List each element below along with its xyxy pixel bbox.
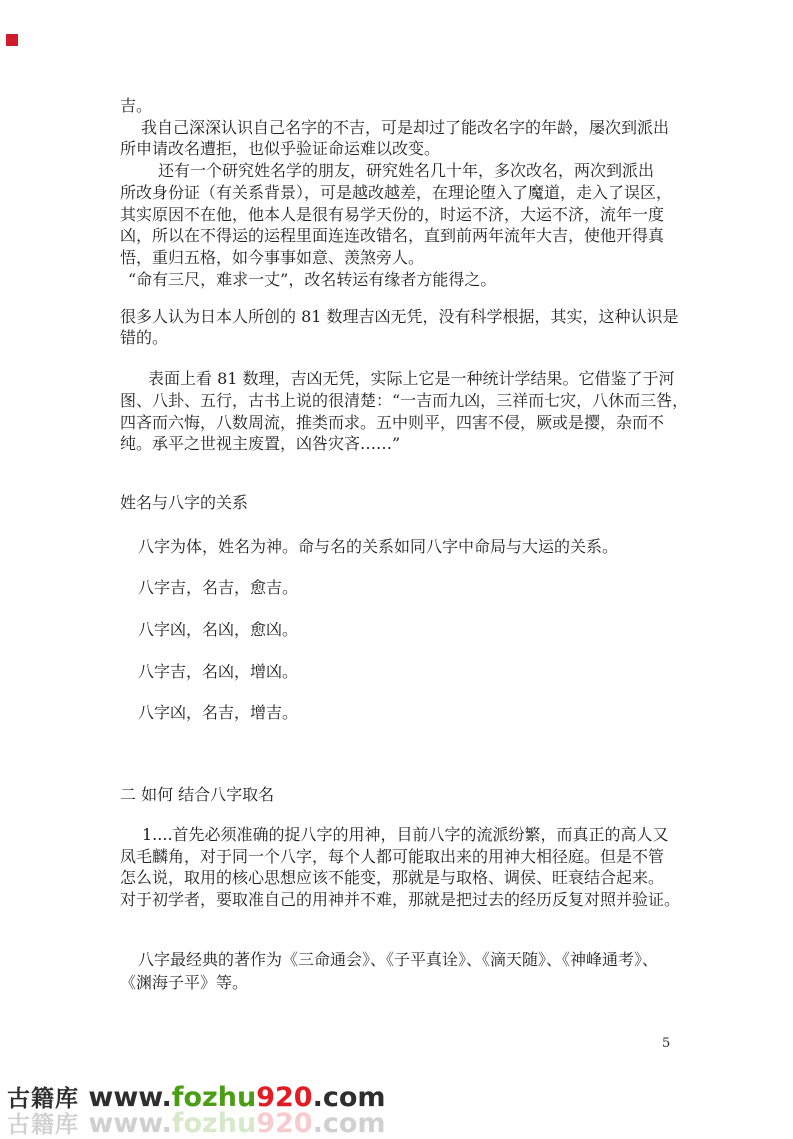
text-line: 还有一个研究姓名学的朋友，研究姓名几十年，多次改名，两次到派出 — [158, 161, 655, 180]
text-line: 对于初学者，要取准自己的用神并不难，那就是把过去的经历反复对照并验证。 — [120, 890, 681, 909]
text-line: 二 如何 结合八字取名 — [120, 785, 275, 804]
text-line: 八字吉，名凶，增凶。 — [138, 662, 299, 681]
text-line: 四吝而六悔，八数周流，推类而求。五中则平，四害不侵，厥或是撄，杂而不 — [120, 413, 665, 432]
watermark-com: .com — [312, 1108, 386, 1139]
text-line: 凶，所以在不得运的运程里面连连改错名，直到前两年流年大吉，使他开得真 — [120, 226, 665, 245]
watermark-ghost — [7, 1106, 386, 1139]
text-line: 很多人认为日本人所创的 81 数理吉凶无凭，没有科学根据，其实，这种认识是 — [120, 307, 679, 326]
watermark-green: fozhu — [171, 1082, 257, 1113]
text-line: 1....首先必须准确的捉八字的用神，目前八字的流派纷繁，而真正的高人又 — [142, 825, 669, 844]
watermark-green: fozhu — [171, 1108, 257, 1139]
watermark-www: www. — [79, 1082, 172, 1113]
text-line: 其实原因不在他，他本人是很有易学天份的，时运不济，大运不济，流年一度 — [120, 205, 665, 224]
watermark-sitename: 古籍库 — [7, 1112, 79, 1138]
text-line: 八字最经典的著作为《三命通会》、《子平真诠》、《滴天随》、《神峰通考》、 — [138, 950, 659, 969]
text-line: 表面上看 81 数理，吉凶无凭，实际上它是一种统计学结果。它借鉴了于河 — [148, 369, 675, 388]
text-line: 《渊海子平》等。 — [120, 973, 249, 992]
text-line: “命有三尺，难求一丈”，改名转运有缘者方能得之。 — [128, 270, 497, 289]
text-line: 八字吉，名吉，愈吉。 — [138, 578, 299, 597]
text-line: 八字为体，姓名为神。命与名的关系如同八字中命局与大运的关系。 — [138, 537, 619, 556]
watermark-red: 920 — [256, 1082, 313, 1113]
text-line: 我自己深深认识自己名字的不吉，可是却过了能改名字的年龄，屡次到派出 — [141, 118, 670, 137]
text-line: 吉。 — [120, 96, 153, 115]
watermark-com: .com — [312, 1082, 386, 1113]
watermark-www: www. — [79, 1108, 172, 1139]
text-line: 所申请改名遭拒，也似乎验证命运难以改变。 — [120, 139, 441, 158]
watermark-sitename: 古籍库 — [7, 1086, 79, 1112]
text-line: 八字凶，名凶，愈凶。 — [138, 620, 299, 639]
text-line: 所改身份证（有关系背景），可是越改越差，在理论堕入了魔道，走入了误区， — [120, 183, 673, 202]
text-line: 姓名与八字的关系 — [120, 493, 249, 512]
text-line: 纯。承平之世视主废置，凶咎灾吝……” — [120, 434, 401, 453]
text-line: 怎么说，取用的核心思想应该不能变，那就是与取格、调侯、旺衰结合起来。 — [120, 868, 665, 887]
watermark-red: 920 — [256, 1108, 313, 1139]
text-line: 凤毛麟角，对于同一个八字，每个人都可能取出来的用神大相径庭。但是不管 — [120, 847, 665, 866]
page-number: 5 — [662, 1036, 671, 1051]
text-line: 悟，重归五格，如今事事如意、羡煞旁人。 — [120, 248, 425, 267]
text-line: 错的。 — [120, 328, 169, 347]
text-line: 八字凶，名吉，增吉。 — [138, 703, 299, 722]
text-line: 图、八卦、五行，古书上说的很清楚：“一吉而九凶，三祥而七灾，八休而三咎， — [120, 391, 689, 410]
